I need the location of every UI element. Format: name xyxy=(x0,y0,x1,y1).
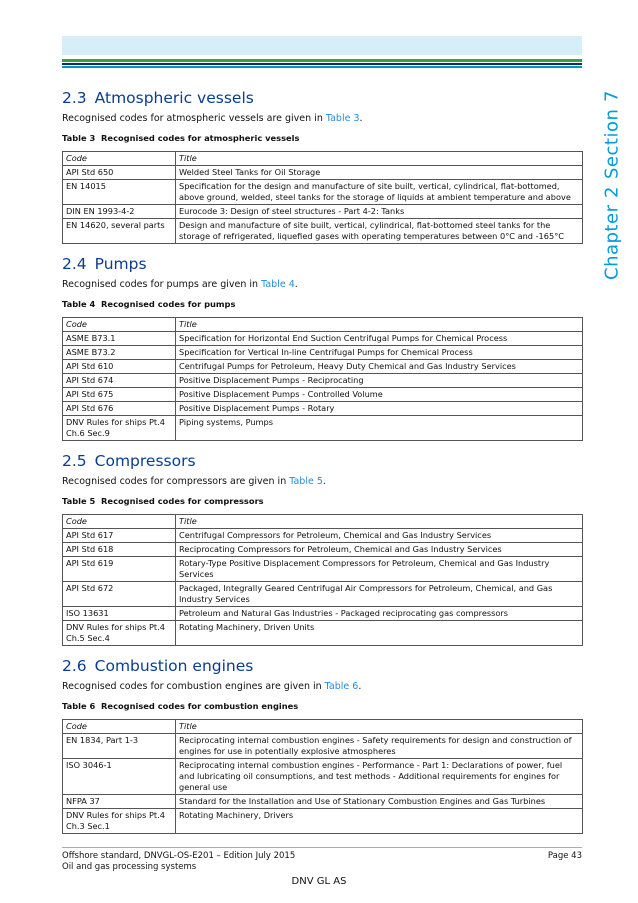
table-label: Table 3 xyxy=(62,133,96,143)
table-caption-text: Recognised codes for pumps xyxy=(101,299,236,309)
cell-title: Positive Displacement Pumps - Reciprocating xyxy=(176,374,583,388)
header-rule-green xyxy=(62,59,582,62)
cell-title: Specification for Horizontal End Suction Centrifugal Pumps for Chemical Process xyxy=(176,332,583,346)
section-word: Section xyxy=(601,108,623,180)
section-heading xyxy=(62,451,584,471)
table-caption xyxy=(62,298,584,310)
footer-subtitle: Oil and gas processing systems xyxy=(62,862,197,872)
footer-brand: DNV GL AS xyxy=(291,876,347,887)
cell-code: EN 1834, Part 1-3 xyxy=(63,734,176,759)
intro-text: Recognised codes for pumps are given in xyxy=(62,279,262,290)
cell-code: ASME B73.2 xyxy=(63,346,176,360)
section-2-4 xyxy=(62,254,584,441)
section-intro xyxy=(62,475,584,488)
chapter-number: 2 xyxy=(601,185,623,198)
table-row xyxy=(63,759,583,795)
footer-page-number: Page 43 xyxy=(547,851,582,861)
header-rule-cyan xyxy=(62,66,582,68)
section-number: 2.5 xyxy=(62,452,87,470)
intro-text: Recognised codes for atmospheric vessels are given in xyxy=(62,113,326,124)
cell-code: ISO 13631 xyxy=(63,607,176,621)
cell-title: Rotating Machinery, Drivers xyxy=(176,809,583,834)
table-label: Table 5 xyxy=(62,496,96,506)
main-content xyxy=(62,88,584,844)
cell-title: Rotating Machinery, Driven Units xyxy=(176,621,583,646)
table-caption-text: Recognised codes for compressors xyxy=(101,496,264,506)
cell-title: Packaged, Integrally Geared Centrifugal Air Compressors for Petroleum, Chemical, and Gas Industry Services xyxy=(176,582,583,607)
section-heading xyxy=(62,656,584,676)
section-number: 2.3 xyxy=(62,89,87,107)
codes-table xyxy=(62,719,583,834)
table-row xyxy=(63,529,583,543)
table-row xyxy=(63,543,583,557)
table-row xyxy=(63,795,583,809)
section-heading xyxy=(62,254,584,274)
cell-code: API Std 676 xyxy=(63,402,176,416)
table-reference-link[interactable]: Table 5 xyxy=(289,476,323,487)
cell-title: Centrifugal Pumps for Petroleum, Heavy Duty Chemical and Gas Industry Services xyxy=(176,360,583,374)
table-row xyxy=(63,360,583,374)
section-2-5 xyxy=(62,451,584,646)
table-label: Table 4 xyxy=(62,299,96,309)
cell-title: Centrifugal Compressors for Petroleum, Chemical and Gas Industry Services xyxy=(176,529,583,543)
table-row xyxy=(63,374,583,388)
header-code: Code xyxy=(63,720,176,734)
table-row xyxy=(63,332,583,346)
codes-table xyxy=(62,514,583,646)
cell-title: Reciprocating internal combustion engines - Safety requirements for design and construction of engines for use in potentially explosive atmospheres xyxy=(176,734,583,759)
page-footer xyxy=(62,847,582,873)
table-header-row xyxy=(63,720,583,734)
table-row xyxy=(63,402,583,416)
table-caption xyxy=(62,700,584,712)
cell-title: Eurocode 3: Design of steel structures - Part 4-2: Tanks xyxy=(176,205,583,219)
chapter-section-tab xyxy=(596,90,628,280)
table-reference-link[interactable]: Table 6 xyxy=(324,681,359,692)
cell-title: Standard for the Installation and Use of Stationary Combustion Engines and Gas Turbines xyxy=(176,795,583,809)
cell-title: Rotary-Type Positive Displacement Compressors for Petroleum, Chemical and Gas Industry Services xyxy=(176,557,583,582)
cell-code: API Std 672 xyxy=(63,582,176,607)
table-header-row xyxy=(63,515,583,529)
section-intro xyxy=(62,112,584,125)
table-row xyxy=(63,346,583,360)
section-2-6 xyxy=(62,656,584,834)
chapter-word: Chapter xyxy=(601,204,623,281)
table-header-row xyxy=(63,152,583,166)
header-band xyxy=(62,36,582,55)
cell-code: DNV Rules for ships Pt.4 Ch.3 Sec.1 xyxy=(63,809,176,834)
footer-doc-title: Offshore standard, DNVGL-OS-E201 – Edition July 2015 xyxy=(62,851,296,861)
cell-title: Welded Steel Tanks for Oil Storage xyxy=(176,166,583,180)
cell-code: API Std 619 xyxy=(63,557,176,582)
table-caption xyxy=(62,132,584,144)
table-row xyxy=(63,809,583,834)
table-row xyxy=(63,388,583,402)
header-title: Title xyxy=(176,515,583,529)
table-reference-link[interactable]: Table 3 xyxy=(325,113,360,124)
table-row xyxy=(63,166,583,180)
section-number: 7 xyxy=(601,90,623,102)
codes-table xyxy=(62,317,583,441)
table-label: Table 6 xyxy=(62,701,96,711)
intro-end: . xyxy=(294,279,298,290)
table-row xyxy=(63,557,583,582)
table-row xyxy=(63,582,583,607)
section-title: Atmospheric vessels xyxy=(94,89,254,107)
intro-text: Recognised codes for compressors are given in xyxy=(62,476,290,487)
cell-code: EN 14620, several parts xyxy=(63,219,176,244)
header-title: Title xyxy=(176,152,583,166)
cell-code: ASME B73.1 xyxy=(63,332,176,346)
intro-end: . xyxy=(359,113,363,124)
table-caption-text: Recognised codes for atmospheric vessels xyxy=(101,133,300,143)
section-intro xyxy=(62,680,584,693)
table-reference-link[interactable]: Table 4 xyxy=(261,279,295,290)
section-title: Pumps xyxy=(94,255,147,273)
header-title: Title xyxy=(176,318,583,332)
header-code: Code xyxy=(63,515,176,529)
table-row xyxy=(63,607,583,621)
table-row xyxy=(63,205,583,219)
table-caption-text: Recognised codes for combustion engines xyxy=(101,701,299,711)
section-number: 2.6 xyxy=(62,657,87,675)
cell-code: NFPA 37 xyxy=(63,795,176,809)
header-title: Title xyxy=(176,720,583,734)
cell-code: API Std 618 xyxy=(63,543,176,557)
header-code: Code xyxy=(63,152,176,166)
cell-title: Reciprocating internal combustion engines - Performance - Part 1: Declarations of power, fuel and lubricating oil consumptions, and test methods - Additional requirements for engines for general use xyxy=(176,759,583,795)
section-title: Combustion engines xyxy=(94,657,254,675)
header-rule-navy xyxy=(62,63,582,65)
section-title: Compressors xyxy=(94,452,196,470)
cell-title: Petroleum and Natural Gas Industries - Packaged reciprocating gas compressors xyxy=(176,607,583,621)
section-heading xyxy=(62,88,584,108)
intro-end: . xyxy=(358,681,362,692)
section-intro xyxy=(62,278,584,291)
table-row xyxy=(63,621,583,646)
cell-code: API Std 617 xyxy=(63,529,176,543)
codes-table xyxy=(62,151,583,244)
cell-code: DNV Rules for ships Pt.4 Ch.6 Sec.9 xyxy=(63,416,176,441)
cell-title: Design and manufacture of site built, vertical, cylindrical, flat-bottomed steel tanks for the storage of refrigerated, liquefied gases with operating temperatures between 0°C and -165°C xyxy=(176,219,583,244)
cell-code: DNV Rules for ships Pt.4 Ch.5 Sec.4 xyxy=(63,621,176,646)
cell-title: Positive Displacement Pumps - Controlled Volume xyxy=(176,388,583,402)
cell-code: API Std 610 xyxy=(63,360,176,374)
cell-code: API Std 675 xyxy=(63,388,176,402)
section-number: 2.4 xyxy=(62,255,87,273)
cell-code: DIN EN 1993-4-2 xyxy=(63,205,176,219)
table-row xyxy=(63,180,583,205)
cell-title: Specification for Vertical In-line Centrifugal Pumps for Chemical Process xyxy=(176,346,583,360)
cell-title: Positive Displacement Pumps - Rotary xyxy=(176,402,583,416)
cell-code: EN 14015 xyxy=(63,180,176,205)
cell-title: Specification for the design and manufacture of site built, vertical, cylindrical, flat-bottomed, above ground, welded, steel tanks for the storage of liquids at ambient temperature and above xyxy=(176,180,583,205)
intro-end: . xyxy=(322,476,326,487)
cell-title: Piping systems, Pumps xyxy=(176,416,583,441)
cell-code: API Std 650 xyxy=(63,166,176,180)
header-code: Code xyxy=(63,318,176,332)
table-header-row xyxy=(63,318,583,332)
section-2-3 xyxy=(62,88,584,244)
intro-text: Recognised codes for combustion engines are given in xyxy=(62,681,325,692)
table-caption xyxy=(62,495,584,507)
table-row xyxy=(63,416,583,441)
cell-code: API Std 674 xyxy=(63,374,176,388)
table-row xyxy=(63,734,583,759)
table-row xyxy=(63,219,583,244)
cell-code: ISO 3046-1 xyxy=(63,759,176,795)
cell-title: Reciprocating Compressors for Petroleum, Chemical and Gas Industry Services xyxy=(176,543,583,557)
